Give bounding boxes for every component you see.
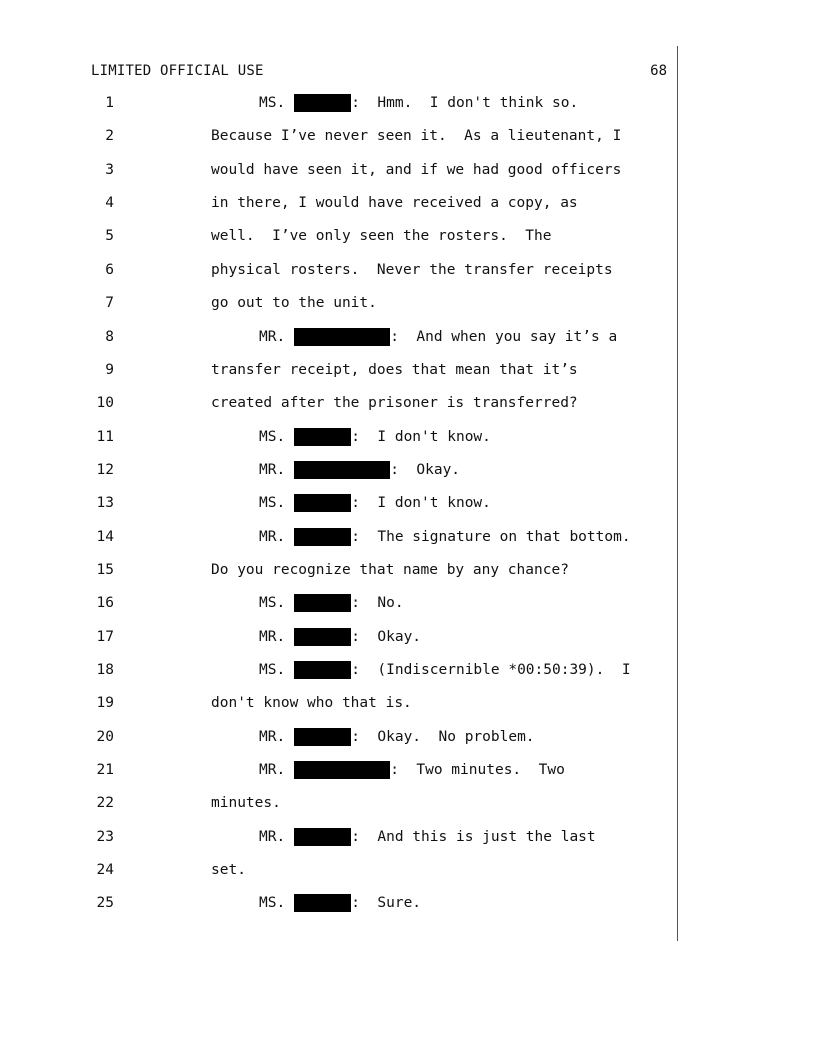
redaction-box — [294, 94, 351, 112]
speaker-line-text — [259, 627, 421, 647]
speaker-title: MR. — [259, 762, 286, 778]
spoken-text: : Okay. — [351, 628, 422, 645]
transcript-line — [0, 393, 816, 413]
transcript-line — [0, 660, 816, 680]
transcript-line — [0, 727, 816, 747]
spoken-text: : I don't know. — [351, 428, 491, 445]
speaker-title: MR. — [259, 728, 286, 745]
transcript-line — [0, 793, 816, 813]
speaker-line-text — [259, 827, 596, 847]
continuation-line-text — [211, 260, 613, 280]
spoken-text: Because I’ve never seen it. As a lieutenant, I — [211, 128, 622, 145]
spoken-text: : Sure. — [351, 895, 422, 912]
transcript-line — [0, 460, 816, 480]
spoken-text: : And when you say it’s a — [390, 328, 618, 345]
transcript-line — [0, 160, 816, 180]
line-number: 23 — [96, 828, 114, 845]
speaker-line-text — [259, 760, 565, 780]
line-number: 3 — [105, 161, 114, 178]
redaction-box — [294, 528, 351, 546]
speaker-title: MR. — [259, 461, 286, 478]
spoken-text: well. I’ve only seen the rosters. The — [211, 228, 552, 245]
transcript-line — [0, 327, 816, 347]
line-number: 25 — [96, 895, 114, 912]
line-number: 8 — [105, 328, 114, 345]
transcript-line — [0, 93, 816, 113]
transcript-line — [0, 260, 816, 280]
spoken-text: minutes. — [211, 795, 281, 812]
spoken-text: : (Indiscernible *00:50:39). I — [351, 662, 631, 678]
line-number: 1 — [105, 95, 114, 111]
transcript-line — [0, 493, 816, 513]
line-number: 22 — [96, 795, 114, 812]
spoken-text: physical rosters. Never the transfer receipts — [211, 261, 613, 278]
transcript-line — [0, 893, 816, 913]
spoken-text: : Hmm. I don't think so. — [351, 95, 579, 111]
redaction-box — [294, 428, 351, 446]
transcript-line — [0, 427, 816, 447]
spoken-text: don't know who that is. — [211, 695, 412, 712]
line-number: 19 — [96, 695, 114, 712]
continuation-line-text — [211, 360, 578, 380]
line-number: 18 — [96, 662, 114, 678]
speaker-line-text — [259, 527, 631, 547]
spoken-text: : No. — [351, 595, 404, 612]
line-number: 14 — [96, 528, 114, 545]
line-number: 17 — [96, 628, 114, 645]
transcript-line — [0, 360, 816, 380]
redaction-box — [294, 328, 390, 346]
speaker-title: MR. — [259, 528, 286, 545]
line-number: 6 — [105, 261, 114, 278]
line-number: 7 — [105, 295, 114, 312]
transcript-line — [0, 827, 816, 847]
redaction-box — [294, 594, 351, 612]
redaction-box — [294, 828, 351, 846]
speaker-line-text — [259, 893, 421, 913]
spoken-text: in there, I would have received a copy, as — [211, 195, 578, 212]
line-number: 9 — [105, 361, 114, 378]
spoken-text: : I don't know. — [351, 495, 491, 512]
speaker-title: MS. — [259, 595, 286, 612]
speaker-line-text — [259, 93, 578, 113]
continuation-line-text — [211, 560, 569, 580]
transcript-line — [0, 693, 816, 713]
line-number: 16 — [96, 595, 114, 612]
speaker-title: MS. — [259, 428, 286, 445]
speaker-line-text — [259, 660, 631, 680]
continuation-line-text — [211, 393, 578, 413]
redaction-box — [294, 728, 351, 746]
transcript-line — [0, 226, 816, 246]
transcript-line — [0, 860, 816, 880]
transcript-line — [0, 193, 816, 213]
speaker-line-text — [259, 593, 404, 613]
speaker-title: MS. — [259, 95, 286, 111]
line-number: 24 — [96, 862, 114, 879]
spoken-text: : Two minutes. Two — [390, 762, 565, 778]
redaction-box — [294, 461, 390, 479]
line-number: 4 — [105, 195, 114, 212]
line-number: 15 — [96, 561, 114, 578]
continuation-line-text — [211, 226, 551, 246]
speaker-title: MR. — [259, 328, 286, 345]
continuation-line-text — [211, 126, 621, 146]
spoken-text: : The signature on that bottom. — [351, 528, 631, 545]
line-number: 21 — [96, 762, 114, 778]
speaker-line-text — [259, 327, 617, 347]
continuation-line-text — [211, 860, 246, 880]
transcript-line — [0, 126, 816, 146]
line-number: 13 — [96, 495, 114, 512]
line-number: 20 — [96, 728, 114, 745]
speaker-title: MS. — [259, 662, 286, 678]
continuation-line-text — [211, 793, 281, 813]
spoken-text: go out to the unit. — [211, 295, 377, 312]
spoken-text: would have seen it, and if we had good officers — [211, 161, 622, 178]
speaker-line-text — [259, 427, 491, 447]
line-number: 10 — [96, 395, 114, 412]
line-number: 5 — [105, 228, 114, 245]
spoken-text: : Okay. No problem. — [351, 728, 535, 745]
spoken-text: : Okay. — [390, 461, 461, 478]
spoken-text: : And this is just the last — [351, 828, 596, 845]
redaction-box — [294, 761, 390, 779]
transcript-line — [0, 760, 816, 780]
transcript-line — [0, 593, 816, 613]
continuation-line-text — [211, 293, 377, 313]
spoken-text: set. — [211, 862, 246, 879]
redaction-box — [294, 628, 351, 646]
continuation-line-text — [211, 693, 412, 713]
line-number: 12 — [96, 461, 114, 478]
spoken-text: created after the prisoner is transferred? — [211, 395, 578, 412]
speaker-title: MR. — [259, 828, 286, 845]
transcript-line — [0, 527, 816, 547]
spoken-text: transfer receipt, does that mean that it’s — [211, 361, 578, 378]
redaction-box — [294, 494, 351, 512]
classification-marking: LIMITED OFFICIAL USE — [91, 63, 264, 79]
speaker-line-text — [259, 460, 460, 480]
redaction-box — [294, 661, 351, 679]
redaction-box — [294, 894, 351, 912]
transcript-line — [0, 627, 816, 647]
speaker-line-text — [259, 493, 491, 513]
transcript-line — [0, 293, 816, 313]
line-number: 2 — [105, 128, 114, 145]
speaker-title: MS. — [259, 895, 286, 912]
speaker-title: MR. — [259, 628, 286, 645]
line-number: 11 — [96, 428, 114, 445]
speaker-line-text — [259, 727, 535, 747]
transcript-line — [0, 560, 816, 580]
continuation-line-text — [211, 160, 621, 180]
continuation-line-text — [211, 193, 578, 213]
speaker-title: MS. — [259, 495, 286, 512]
spoken-text: Do you recognize that name by any chance? — [211, 561, 569, 578]
page-number: 68 — [650, 63, 667, 79]
